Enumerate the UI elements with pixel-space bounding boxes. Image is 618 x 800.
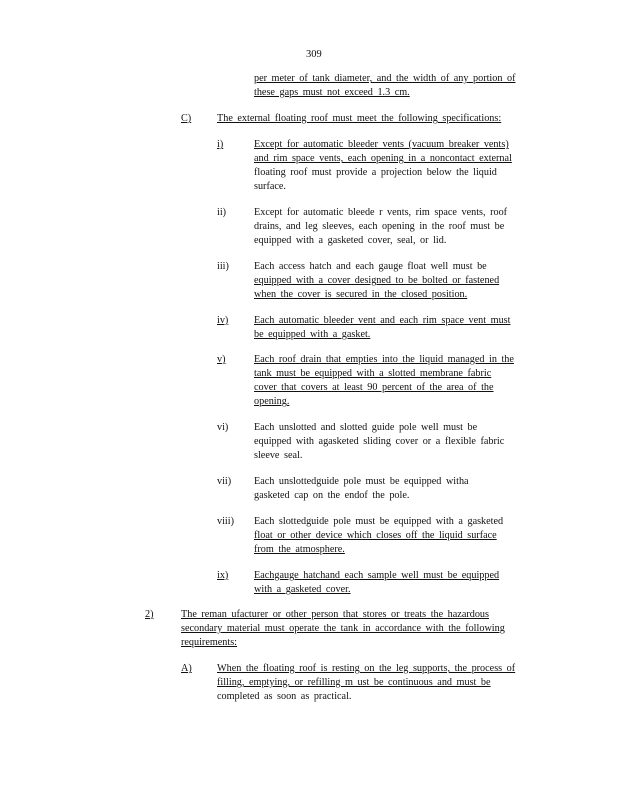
section-c-label: C)	[181, 113, 192, 124]
item-line: when the cover is secured in the closed position.	[254, 289, 468, 300]
item-line: and rim space vents, each opening in a noncontact external	[254, 153, 512, 164]
item-line: drains, and leg sleeves, each opening in the roof must be	[254, 221, 505, 232]
item-line: Except for automatic bleeder vents (vacuum breaker vents)	[254, 139, 509, 150]
item-line: Each unslottedguide pole must be equipped witha	[254, 476, 469, 487]
item-label: vi)	[217, 422, 229, 433]
item-line: Each automatic bleeder vent and each rim space vent must	[254, 315, 511, 326]
item-line: floating roof must provide a projection below the liquid	[254, 167, 497, 178]
item-line: tank must be equipped with a slotted membrane fabric	[254, 368, 492, 379]
item-line: gasketed cap on the endof the pole.	[254, 490, 410, 501]
item-line: filling, emptying, or refilling m ust be continuous and must be	[217, 677, 491, 688]
item-line: completed as soon as practical.	[217, 691, 352, 702]
item-line: When the floating roof is resting on the leg supports, the process of	[217, 663, 516, 674]
item-line: Each roof drain that empties into the liquid managed in the	[254, 354, 514, 365]
item-line: Eachgauge hatchand each sample well must be equipped	[254, 570, 500, 581]
item-line: surface.	[254, 181, 286, 192]
item-label: ix)	[217, 570, 229, 581]
item-line: with a gasketed cover.	[254, 584, 351, 595]
item-line: Each unslotted and slotted guide pole well must be	[254, 422, 478, 433]
item-line: sleeve seal.	[254, 450, 303, 461]
item-line: from the atmosphere.	[254, 544, 345, 555]
item-label: vii)	[217, 476, 232, 487]
item-line: Except for automatic bleede r vents, rim space vents, roof	[254, 207, 508, 218]
item-label: ii)	[217, 207, 227, 218]
item-line: be equipped with a gasket.	[254, 329, 371, 340]
item-label: v)	[217, 354, 226, 365]
item-line: equipped with a cover designed to be bolted or fastened	[254, 275, 500, 286]
intro-line: these gaps must not exceed 1.3 cm.	[254, 87, 410, 98]
page-number: 309	[306, 49, 322, 60]
section-2-label: 2)	[145, 609, 154, 620]
section-2-line: requirements:	[181, 637, 238, 648]
item-line: Each slottedguide pole must be equipped with a gasketed	[254, 516, 504, 527]
item-label: iv)	[217, 315, 229, 326]
intro-line: per meter of tank diameter, and the width of any portion of	[254, 73, 516, 84]
item-line: opening.	[254, 396, 290, 407]
item-label: iii)	[217, 261, 229, 272]
item-line: cover that covers at least 90 percent of the area of the	[254, 382, 494, 393]
item-label: A)	[181, 663, 192, 674]
section-c-text: The external floating roof must meet the following specifications:	[217, 113, 502, 124]
item-line: equipped with agasketed sliding cover or a flexible fabric	[254, 436, 505, 447]
section-2-line: The reman ufacturer or other person that stores or treats the hazardous	[181, 609, 489, 620]
item-line: float or other device which closes off the liquid surface	[254, 530, 497, 541]
section-2-line: secondary material must operate the tank in accordance with the following	[181, 623, 505, 634]
item-label: i)	[217, 139, 224, 150]
item-label: viii)	[217, 516, 234, 527]
item-line: equipped with a gasketed cover, seal, or lid.	[254, 235, 447, 246]
item-line: Each access hatch and each gauge float well must be	[254, 261, 487, 272]
